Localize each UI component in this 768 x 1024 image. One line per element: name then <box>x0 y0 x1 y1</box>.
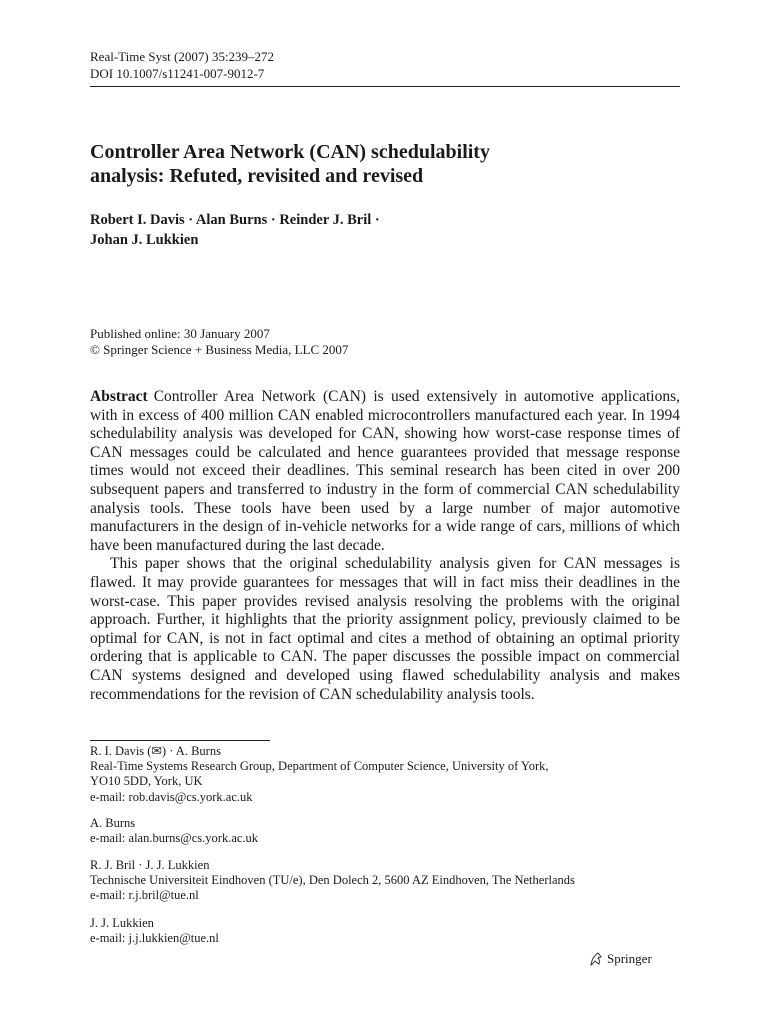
springer-horse-icon <box>588 951 604 967</box>
journal-header <box>90 48 274 82</box>
authors-line-1: Robert I. Davis · Alan Burns · Reinder J. Bril · <box>90 212 380 228</box>
paper-title <box>90 140 650 188</box>
journal-doi: DOI 10.1007/s11241-007-9012-7 <box>90 66 265 81</box>
affiliation-names: A. Burns <box>90 816 136 830</box>
copyright-line: © Springer Science + Business Media, LLC 2007 <box>90 342 349 357</box>
springer-wordmark: Springer <box>607 951 652 966</box>
affiliation-names: R. J. Bril · J. J. Lukkien <box>90 858 210 872</box>
affiliation-address: YO10 5DD, York, UK <box>90 774 203 789</box>
footnote-rule <box>90 740 270 741</box>
abstract-label: Abstract <box>90 388 148 405</box>
title-line-1: Controller Area Network (CAN) schedulability <box>90 141 490 163</box>
abstract-paragraph-1 <box>90 388 680 555</box>
affiliation-davis-burns <box>90 744 549 805</box>
affiliation-names: J. J. Lukkien <box>90 916 154 930</box>
publication-info <box>90 326 348 358</box>
title-line-2: analysis: Refuted, revisited and revised <box>90 165 424 187</box>
authors-line-2: Johan J. Lukkien <box>90 232 199 248</box>
affiliation-names: R. I. Davis (✉) · A. Burns <box>90 744 221 758</box>
affiliation-address: Technische Universiteit Eindhoven (TU/e), Den Dolech 2, 5600 AZ Eindhoven, The Netherlands <box>90 873 575 888</box>
author-list <box>90 210 380 250</box>
affiliation-address: Real-Time Systems Research Group, Department of Computer Science, University of York, <box>90 759 549 774</box>
affiliation-email: e-mail: rob.davis@cs.york.ac.uk <box>90 789 253 804</box>
springer-logo <box>588 951 652 967</box>
affiliation-email: e-mail: r.j.bril@tue.nl <box>90 888 199 903</box>
affiliation-bril-lukkien <box>90 858 575 904</box>
header-rule <box>90 86 680 87</box>
affiliation-email: e-mail: j.j.lukkien@tue.nl <box>90 931 219 946</box>
affiliation-email: e-mail: alan.burns@cs.york.ac.uk <box>90 831 259 846</box>
affiliation-burns <box>90 816 258 846</box>
journal-citation: Real-Time Syst (2007) 35:239–272 <box>90 49 275 64</box>
abstract-text-1: Controller Area Network (CAN) is used extensively in automotive applications, with in excess of 400 million CAN enabled microcontrollers manufactured each year. In 1994 schedulability analysis was developed for CAN, showing how worst-case response times of CAN messages could be calculated and hence guarantees provided that message response times would not exceed their deadlines. This seminal research has been cited in over 200 subsequent papers and transferred to industry in the form of commercial CAN schedulability analysis tools. These tools have been used by a large number of major automotive manufacturers in the design of in-vehicle networks for a wide range of cars, millions of which have been manufactured during the last decade. <box>90 388 680 554</box>
abstract-paragraph-2: This paper shows that the original schedulability analysis given for CAN messages is flawed. It may provide guarantees for messages that will in fact miss their deadlines in the worst-case. This paper provides revised analysis resolving the problems with the original approach. Further, it highlights that the priority assignment policy, previously claimed to be optimal for CAN, is not in fact optimal and cites a method of obtaining an optimal priority ordering that is applicable to CAN. The paper discusses the possible impact on commercial CAN systems designed and developed using flawed schedulability analysis and makes recommendations for the revision of CAN schedulability analysis tools. <box>90 555 680 703</box>
affiliation-lukkien <box>90 916 219 946</box>
abstract-section <box>90 388 680 704</box>
published-date: Published online: 30 January 2007 <box>90 326 270 341</box>
